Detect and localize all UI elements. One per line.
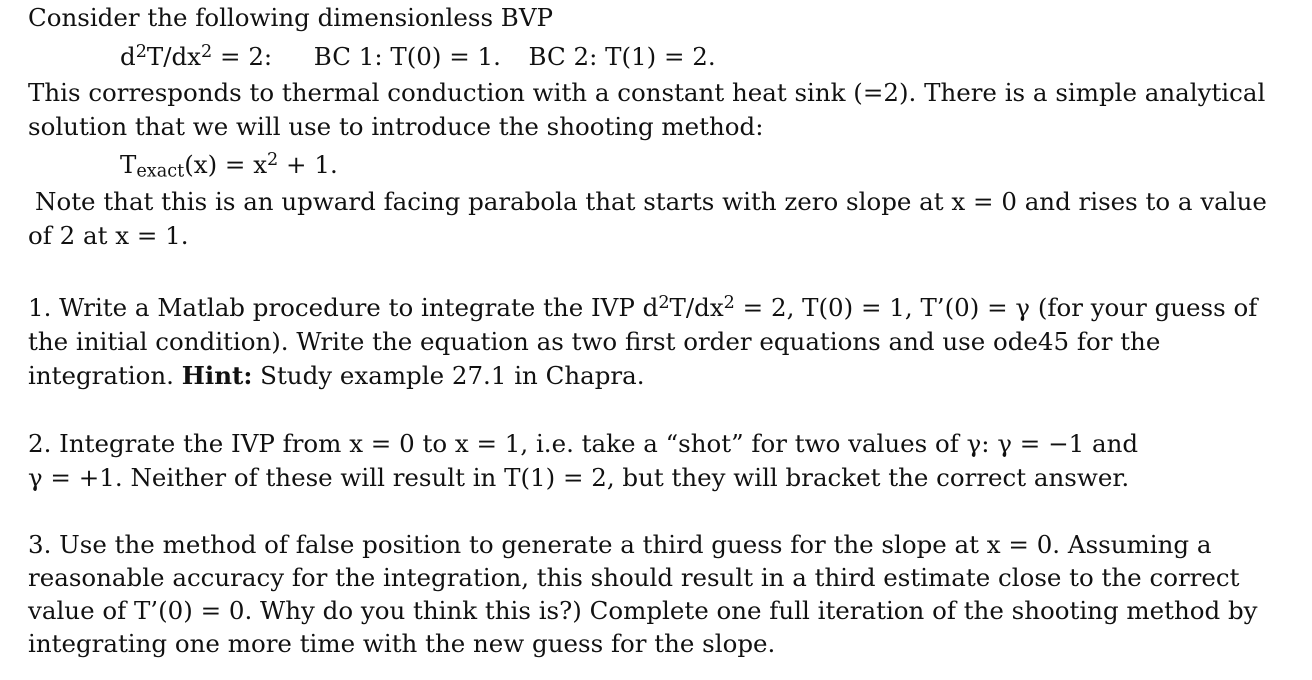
- bvp-lhs-c: = 2:: [212, 42, 273, 71]
- question-3-line-4: integrating one more time with the new guess for the slope.: [28, 629, 776, 658]
- exact-mid: (x) = x: [184, 150, 268, 179]
- intro-line-4: Note that this is an upward facing parabola that starts with zero slope at x = 0 and rises to a value: [35, 187, 1267, 216]
- question-1-line-3: [28, 362, 645, 390]
- question-3-line-2: reasonable accuracy for the integration, this should result in a third estimate close to the correct: [28, 563, 1240, 592]
- question-2-line-2: γ = +1. Neither of these will result in T(1) = 2, but they will bracket the correct answer.: [28, 463, 1130, 492]
- q1-sup-2: 2: [723, 293, 735, 314]
- intro-line-1: Consider the following dimensionless BVP: [28, 3, 553, 32]
- intro-line-5: of 2 at x = 1.: [28, 221, 189, 250]
- bvp-equation: [120, 43, 716, 71]
- intro-line-2: This corresponds to thermal conduction with a constant heat sink (=2). There is a simple analytical: [28, 78, 1266, 107]
- exact-solution-equation: [120, 150, 338, 182]
- bvp-lhs-a: d: [120, 42, 136, 71]
- boundary-condition-1: BC 1: T(0) = 1.: [313, 42, 501, 71]
- q1-text-a: 1. Write a Matlab procedure to integrate the IVP d: [28, 293, 659, 322]
- exact-subscript: exact: [136, 161, 185, 182]
- question-1-line-1: [28, 294, 1257, 322]
- exact-end: + 1.: [278, 150, 338, 179]
- exact-T: T: [120, 150, 137, 179]
- bvp-lhs-b: T/dx: [146, 42, 202, 71]
- bvp-lhs-sup-a: 2: [135, 42, 147, 63]
- exact-sup: 2: [267, 150, 279, 171]
- question-3-line-1: 3. Use the method of false position to generate a third guess for the slope at x = 0. Assuming a: [28, 530, 1212, 559]
- q1-line3-a: integration.: [28, 361, 182, 390]
- hint-label: Hint:: [181, 361, 253, 390]
- intro-line-3: solution that we will use to introduce the shooting method:: [28, 112, 764, 141]
- q1-sup-1: 2: [658, 293, 670, 314]
- question-2-line-1: 2. Integrate the IVP from x = 0 to x = 1, i.e. take a “shot” for two values of γ: γ = −1 and: [28, 429, 1139, 458]
- q1-line3-b: Study example 27.1 in Chapra.: [252, 361, 645, 390]
- q1-text-b: T/dx: [669, 293, 724, 322]
- q1-text-c: = 2, T(0) = 1, T’(0) = γ (for your guess of: [734, 293, 1258, 322]
- question-3-line-3: value of T’(0) = 0. Why do you think this is?) Complete one full iteration of the shooting method by: [28, 596, 1258, 625]
- bvp-lhs-sup-b: 2: [201, 42, 213, 63]
- boundary-condition-2: BC 2: T(1) = 2.: [528, 42, 716, 71]
- question-1-line-2: the initial condition). Write the equation as two first order equations and use ode45 for the: [28, 327, 1161, 356]
